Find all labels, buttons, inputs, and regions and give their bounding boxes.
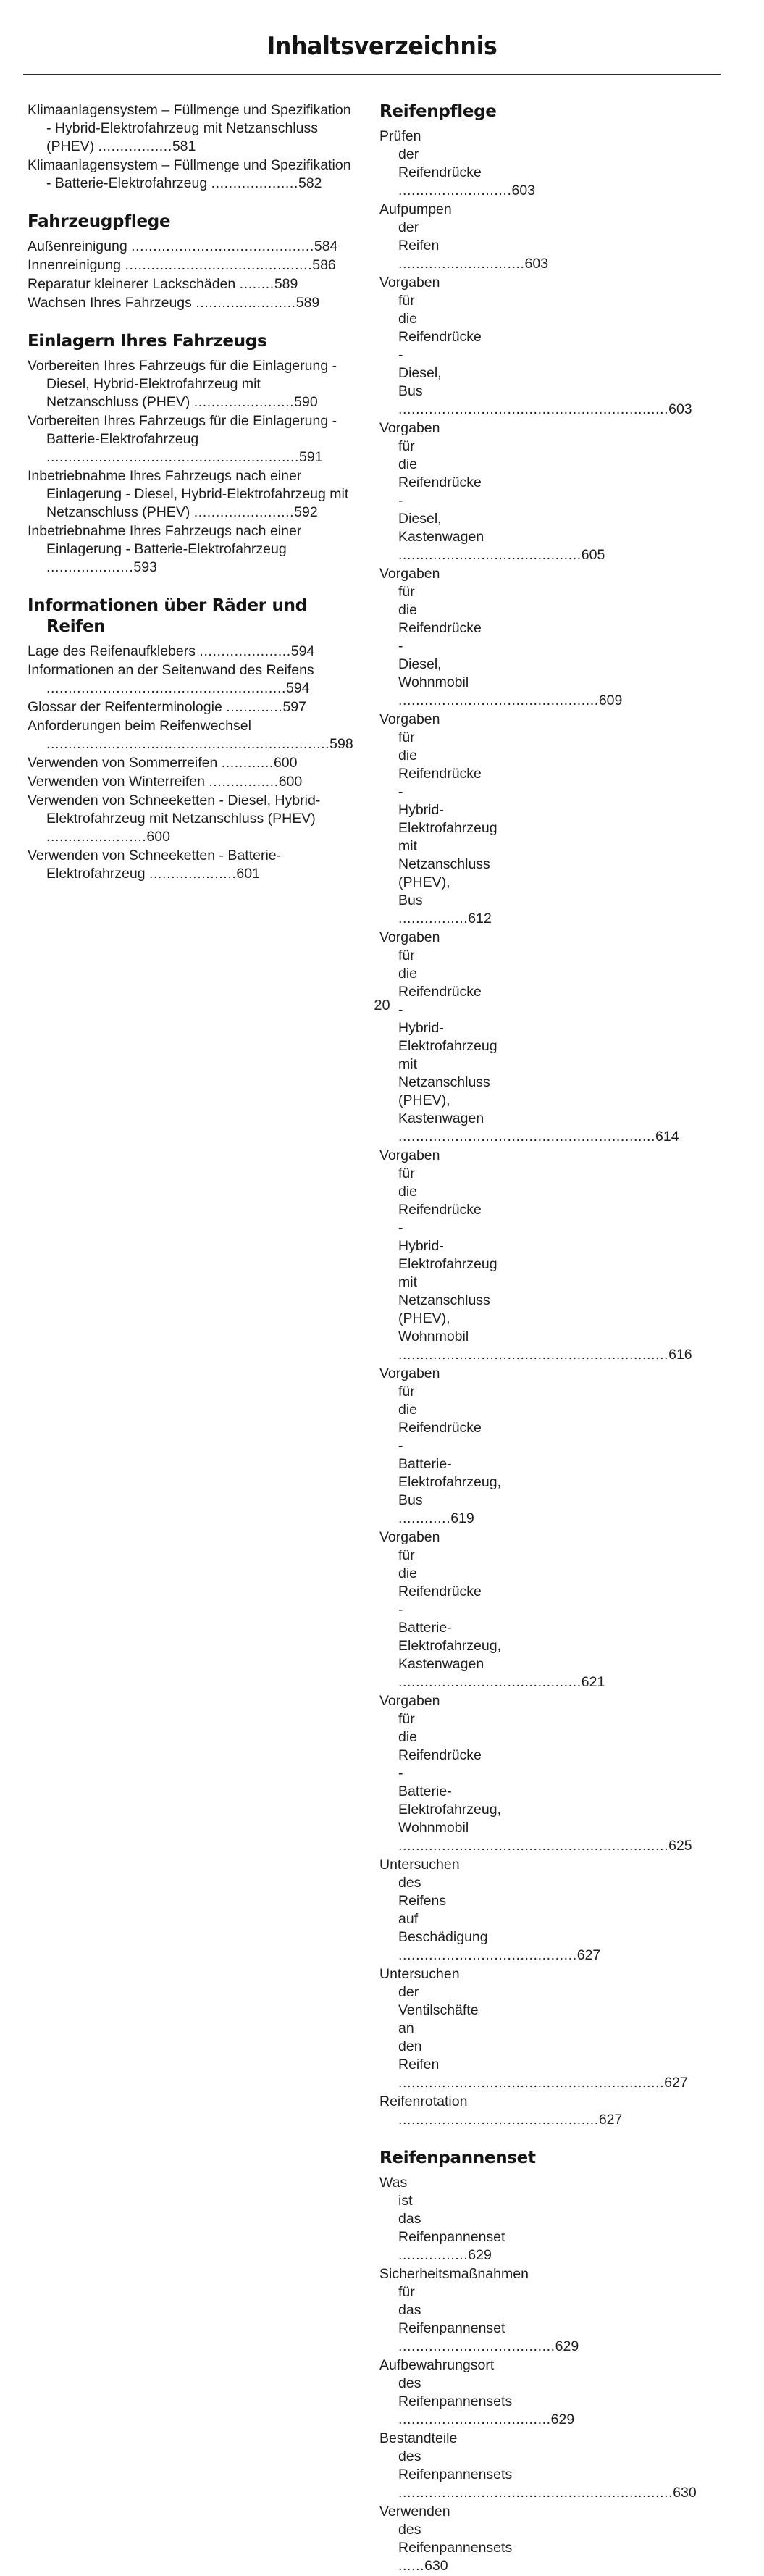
toc-entry-title: Informationen an der Seitenwand des Reifens xyxy=(28,662,314,678)
toc-entry-page-number: 614 xyxy=(655,1129,679,1145)
toc-entry-title: Reparatur kleinerer Lackschäden xyxy=(28,276,240,292)
toc-leader-dots: ............................. xyxy=(398,256,525,272)
toc-entry-title: Bestandteile des Reifenpannensets xyxy=(379,2430,513,2483)
toc-entry-page-number: 594 xyxy=(285,680,310,696)
toc-leader-dots: .............................................. xyxy=(398,2112,599,2128)
toc-entry-page-number: 600 xyxy=(278,774,303,790)
toc-entry-title: Vorgaben für die Reifendrücke - Diesel, Kastenwagen xyxy=(379,420,484,545)
toc-entry-title: Innenreinigung xyxy=(28,257,125,273)
toc-entry-title: Inbetriebnahme Ihres Fahrzeugs nach einer Einlagerung - Batterie-Elektrofahrzeug xyxy=(28,523,302,557)
toc-leader-dots: ............................................................. xyxy=(398,2075,665,2091)
toc-leader-dots: ............ xyxy=(398,1510,451,1526)
toc-entry[interactable] xyxy=(379,565,623,710)
page-footer xyxy=(0,997,764,1014)
toc-entry-page-number: 609 xyxy=(598,693,623,708)
toc-entry-title: Klimaanlagensystem – Füllmenge und Spezifikation - Batterie-Elektrofahrzeug xyxy=(28,157,351,191)
toc-entry-title: Vorgaben für die Reifendrücke - Hybrid-Elektrofahrzeug mit Netzanschluss (PHEV), Kastenwagen xyxy=(379,929,498,1126)
toc-leader-dots: ............. xyxy=(226,699,283,715)
section-heading-informationen-uber-rader-und-reifen: Informationen über Räder und Reifen xyxy=(28,596,307,636)
toc-leader-dots: ...... xyxy=(398,2558,425,2574)
toc-entry-page-number: 605 xyxy=(581,547,605,563)
toc-entry-page-number: 603 xyxy=(524,256,549,272)
toc-entry[interactable] xyxy=(379,1856,601,1965)
toc-leader-dots: ................ xyxy=(398,911,469,927)
page-number: 20 xyxy=(374,998,390,1013)
toc-leader-dots: .............................................................. xyxy=(398,1838,669,1854)
toc-entry-title: Vorgaben für die Reifendrücke - Batterie-Elektrofahrzeug, Wohnmobil xyxy=(379,1693,501,1836)
toc-entry-page-number: 594 xyxy=(290,643,315,659)
toc-entry-title: Anforderungen beim Reifenwechsel xyxy=(28,718,251,734)
toc-entry[interactable] xyxy=(379,1147,692,1364)
toc-entry-page-number: 589 xyxy=(274,276,298,292)
toc-entry[interactable] xyxy=(379,711,498,928)
toc-entry-page-number: 603 xyxy=(511,183,536,198)
toc-entry-page-number: 627 xyxy=(576,1947,601,1963)
toc-leader-dots: ................. xyxy=(98,138,172,154)
toc-entry-title: Aufpumpen der Reifen xyxy=(379,201,452,254)
toc-entry-title: Vorbereiten Ihres Fahrzeugs für die Einlagerung - Batterie-Elektrofahrzeug xyxy=(28,413,337,447)
toc-entry-page-number: 601 xyxy=(236,866,260,882)
toc-leader-dots: .............................................. xyxy=(398,693,599,708)
toc-entry[interactable] xyxy=(379,274,692,419)
toc-entry-title: Verwenden von Sommerreifen xyxy=(28,755,222,771)
toc-entry-page-number: 625 xyxy=(668,1838,692,1854)
toc-entry-page-number: 619 xyxy=(450,1510,474,1526)
page-title: Inhaltsverzeichnis xyxy=(266,32,498,61)
toc-leader-dots: ......................................... xyxy=(398,1947,577,1963)
toc-entry[interactable] xyxy=(379,2357,575,2429)
toc-entry-page-number: 616 xyxy=(668,1347,692,1363)
toc-leader-dots: ................................... xyxy=(398,2412,551,2427)
toc-entry-page-number: 630 xyxy=(673,2485,697,2501)
toc-leader-dots: .............................................................. xyxy=(398,401,669,417)
toc-entry[interactable] xyxy=(379,1365,501,1528)
toc-leader-dots: ..................... xyxy=(199,643,291,659)
toc-entry-title: Vorgaben für die Reifendrücke - Batterie-Elektrofahrzeug, Bus xyxy=(379,1366,501,1508)
toc-entry-page-number: 630 xyxy=(424,2558,448,2574)
toc-leader-dots: .......................... xyxy=(398,183,512,198)
toc-entry-title: Verwenden von Schneeketten - Batterie-Elektrofahrzeug xyxy=(28,848,282,882)
toc-entry-title: Untersuchen des Reifens auf Beschädigung xyxy=(379,1857,488,1945)
toc-entry-page-number: 592 xyxy=(294,504,318,520)
section-heading-einlagern-ihres-fahrzeugs: Einlagern Ihres Fahrzeugs xyxy=(28,332,267,351)
toc-entry-page-number: 591 xyxy=(299,449,323,465)
toc-entry-page-number: 593 xyxy=(133,559,157,575)
toc-entry-title: Vorgaben für die Reifendrücke - Hybrid-Elektrofahrzeug mit Netzanschluss (PHEV), Wohnmobil xyxy=(379,1147,498,1345)
toc-entry-title: Sicherheitsmaßnahmen für das Reifenpannenset xyxy=(379,2266,529,2336)
toc-leader-dots: .......................................... xyxy=(398,1674,582,1690)
toc-entry-title: Verwenden des Reifenpannensets xyxy=(379,2504,513,2556)
toc-entry-page-number: 629 xyxy=(468,2247,492,2263)
toc-leader-dots: ....................... xyxy=(46,829,147,845)
toc-entry-title: Wachsen Ihres Fahrzeugs xyxy=(28,295,196,311)
toc-leader-dots: .................... xyxy=(211,175,298,191)
section-heading-fahrzeugpflege: Fahrzeugpflege xyxy=(28,212,171,231)
toc-leader-dots: ................................................................. xyxy=(46,736,330,752)
toc-entry-title: Was ist das Reifenpannenset xyxy=(379,2175,505,2245)
toc-leader-dots: ....................... xyxy=(196,295,296,311)
toc-entry-title: Glossar der Reifenterminologie xyxy=(28,699,227,715)
toc-entry-page-number: 600 xyxy=(273,755,298,771)
toc-entry-page-number: 598 xyxy=(329,736,353,752)
toc-entry-page-number: 582 xyxy=(298,175,322,191)
toc-entry[interactable] xyxy=(379,1965,688,2092)
toc-leader-dots: ....................... xyxy=(193,394,295,410)
toc-entry-title: Vorbereiten Ihres Fahrzeugs für die Einlagerung - Diesel, Hybrid-Elektrofahrzeug mit Netzanschluss (PHEV) xyxy=(28,358,337,410)
toc-leader-dots: .................... xyxy=(149,866,237,882)
toc-columns xyxy=(0,101,764,2576)
toc-entry-page-number: 600 xyxy=(146,829,170,845)
toc-entry-page-number: 597 xyxy=(282,699,306,715)
toc-leader-dots: ........................................... xyxy=(125,257,313,273)
toc-entry[interactable] xyxy=(379,1692,692,1855)
toc-leader-dots: .......................................................... xyxy=(46,449,300,465)
toc-entry-page-number: 627 xyxy=(598,2112,623,2128)
toc-entry-page-number: 603 xyxy=(668,401,692,417)
toc-leader-dots: ........ xyxy=(239,276,274,292)
toc-entry-title: Vorgaben für die Reifendrücke - Diesel, Bus xyxy=(379,275,482,399)
toc-leader-dots: ................ xyxy=(209,774,279,790)
toc-entry-title: Vorgaben für die Reifendrücke - Batterie-Elektrofahrzeug, Kastenwagen xyxy=(379,1529,501,1672)
toc-entry-title: Klimaanlagensystem – Füllmenge und Spezifikation - Hybrid-Elektrofahrzeug mit Netzanschluss (PHEV) xyxy=(28,102,351,154)
toc-entry-page-number: 590 xyxy=(294,394,318,410)
toc-entry-page-number: 581 xyxy=(172,138,196,154)
toc-entry-title: Verwenden von Schneeketten - Diesel, Hybrid-Elektrofahrzeug mit Netzanschluss (PHEV) xyxy=(28,793,321,827)
toc-leader-dots: .......................................... xyxy=(131,238,314,254)
toc-entry-title: Reifenrotation xyxy=(379,2094,468,2109)
toc-entry-title: Verwenden von Winterreifen xyxy=(28,774,209,790)
toc-entry-page-number: 621 xyxy=(581,1674,605,1690)
toc-entry[interactable] xyxy=(379,2093,623,2129)
toc-entry[interactable] xyxy=(379,201,549,273)
toc-leader-dots: ............................................................... xyxy=(398,2485,673,2501)
toc-entry-title: Vorgaben für die Reifendrücke - Diesel, Wohnmobil xyxy=(379,566,482,690)
toc-entry-page-number: 586 xyxy=(312,257,336,273)
header-divider xyxy=(23,74,721,75)
toc-entry-title: Außenreinigung xyxy=(28,238,132,254)
toc-column-right: Reifenpflege Prüfen der Reifendrücke ..........................603 Aufpumpen der Reifen .............................603 Vorgaben für die Reifendrücke - Diesel, Bus ..............................................................603 Vorgaben für die Reifendrücke - Diesel, Kastenwagen ..........................................605 Vorgaben für die Reifendrücke - Diesel, Wohnmobil ..............................................609 Vorgaben für die Reifendrücke - Hybrid-Elektrofahrzeug mit Netzanschluss (PHEV), Bus ................612 Vorgaben für die Reifendrücke - Hybrid-Elektrofahrzeug mit Netzanschluss (PHEV), Kastenwagen ...........................................................614 Vorgaben für die Reifendrücke - Hybrid-Elektrofahrzeug mit Netzanschluss (PHEV), Wohnmobil ..............................................................616 Vorgaben für die Reifendrücke - Batterie-Elektrofahrzeug, Bus ............619 Vorgaben für die Reifendrücke - Batterie-Elektrofahrzeug, Kastenwagen ..........................................621 Vorgaben für die Reifendrücke - Batterie-Elektrofahrzeug, Wohnmobil ..............................................................625 Untersuchen des Reifens auf Beschädigung .........................................627 Untersuchen der Ventilschäfte an den Reifen .............................................................627 Reifenrotation ..............................................627 Reifenpannenset Was ist das Reifenpannenset ................629 Sicherheitsmaßnahmen für das Reifenpannenset ....................................629 Aufbewahrungsort des Reifenpannensets ...................................629 Bestandteile des Reifenpannensets ...............................................................630 Verwenden des Reifenpannensets ......630 xyxy=(379,102,697,2574)
toc-entry-title: Inbetriebnahme Ihres Fahrzeugs nach einer Einlagerung - Diesel, Hybrid-Elektrofahrzeug mit Netzanschluss (PHEV) xyxy=(28,468,349,520)
toc-entry-page-number: 629 xyxy=(550,2412,575,2427)
toc-leader-dots: .......................................... xyxy=(398,547,582,563)
toc-leader-dots: ....................... xyxy=(193,504,295,520)
toc-entry-title: Vorgaben für die Reifendrücke - Hybrid-Elektrofahrzeug mit Netzanschluss (PHEV), Bus xyxy=(379,711,498,908)
toc-entry[interactable] xyxy=(379,929,679,1146)
toc-entry-page-number: 589 xyxy=(295,295,320,311)
toc-leader-dots: .............................................................. xyxy=(398,1347,669,1363)
toc-entry-title: Lage des Reifenaufklebers xyxy=(28,643,200,659)
toc-leader-dots: .................... xyxy=(46,559,134,575)
toc-entry-page-number: 612 xyxy=(468,911,492,927)
toc-leader-dots: .................................... xyxy=(398,2338,555,2354)
toc-leader-dots: ................ xyxy=(398,2247,469,2263)
toc-leader-dots: ............ xyxy=(221,755,274,771)
toc-entry-page-number: 629 xyxy=(555,2338,579,2354)
toc-entry-title: Aufbewahrungsort des Reifenpannensets xyxy=(379,2357,513,2409)
toc-entry[interactable] xyxy=(379,2503,513,2575)
toc-entry-page-number: 584 xyxy=(314,238,338,254)
toc-leader-dots: ........................................................... xyxy=(398,1129,656,1145)
toc-leader-dots: ....................................................... xyxy=(46,680,286,696)
page-header xyxy=(0,0,764,75)
toc-entry-page-number: 627 xyxy=(664,2075,688,2091)
toc-entry[interactable] xyxy=(379,2430,697,2502)
toc-entry-title: Untersuchen der Ventilschäfte an den Reifen xyxy=(379,1966,479,2073)
toc-entry[interactable] xyxy=(379,127,536,200)
toc-entry[interactable] xyxy=(379,2174,505,2265)
toc-entry[interactable] xyxy=(379,2265,579,2356)
toc-entry[interactable] xyxy=(379,419,605,564)
toc-entry-title: Prüfen der Reifendrücke xyxy=(379,128,482,180)
toc-entry[interactable] xyxy=(379,1529,605,1691)
